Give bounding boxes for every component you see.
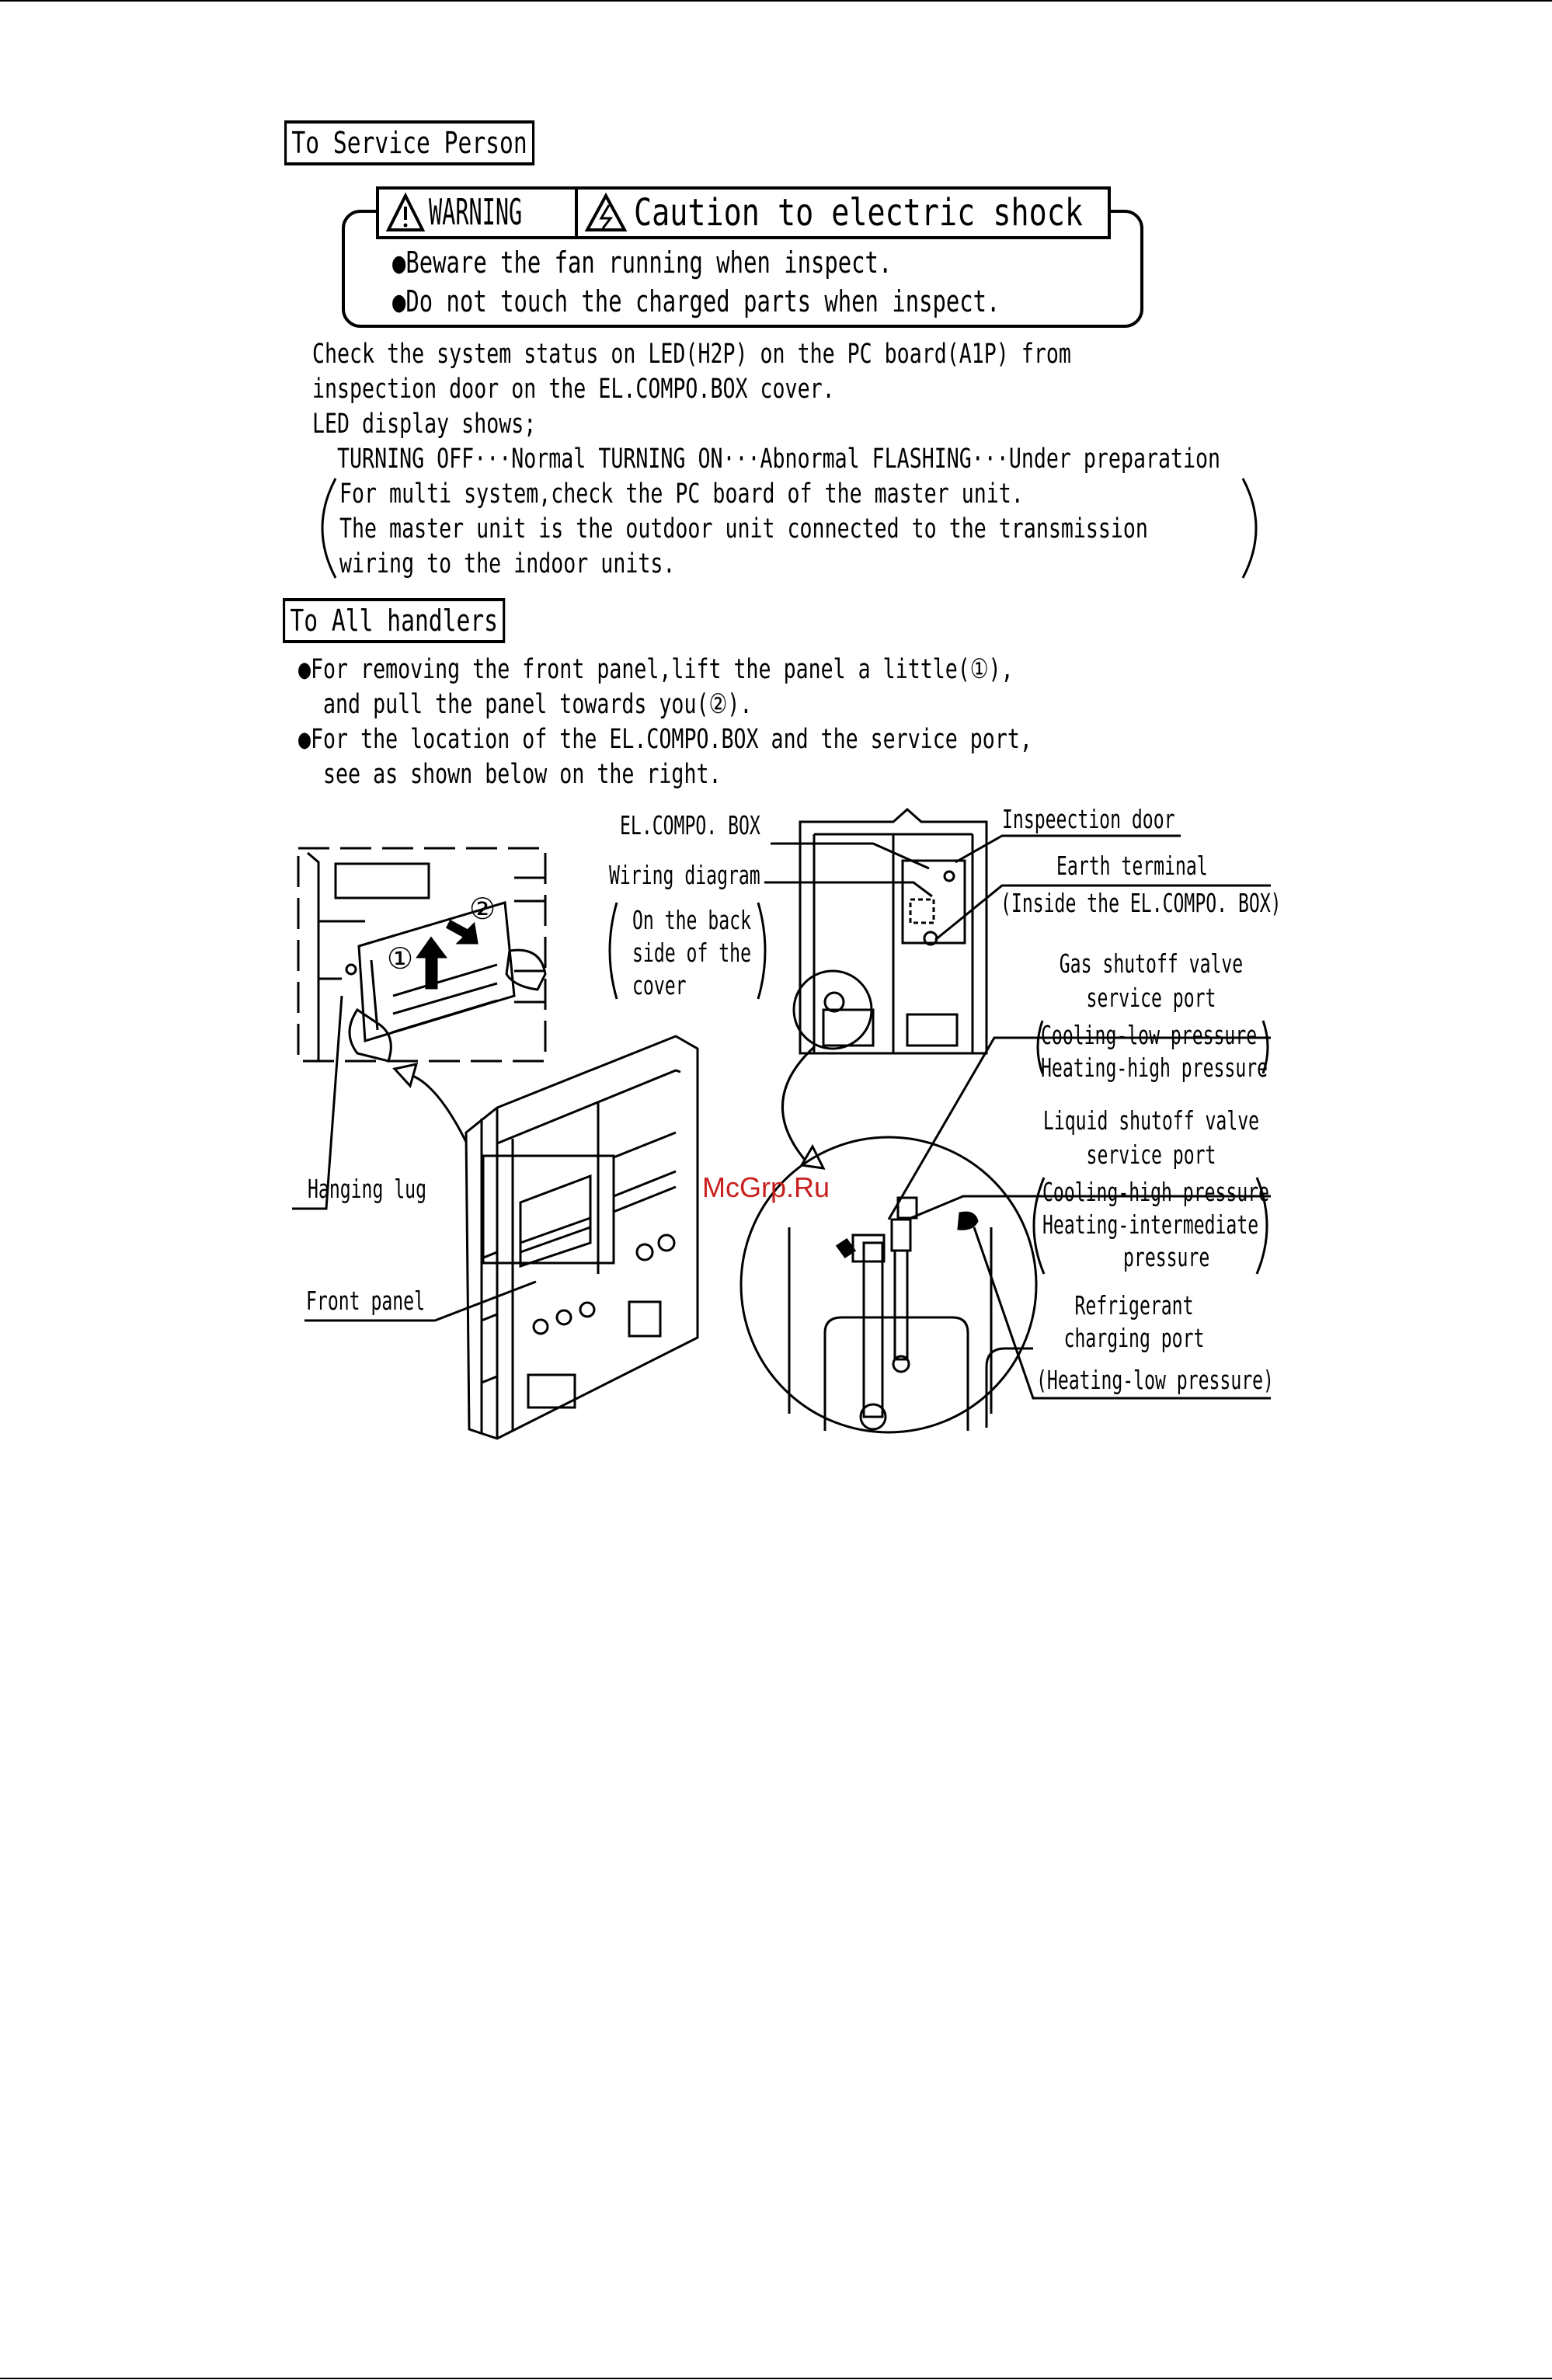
check-line: LED display shows; <box>312 409 537 440</box>
handler-line: ●For the location of the EL.COMPO.BOX and the service port, <box>298 724 1032 755</box>
handler-line: see as shown below on the right. <box>298 759 722 790</box>
check-line: inspection door on the EL.COMPO.BOX cover. <box>312 374 835 405</box>
liquid-pressure-note: Cooling-high pressure <box>1042 1177 1270 1207</box>
watermark: McGrp.Ru <box>702 1171 830 1203</box>
liquid-valve-label: Liquid shutoff valve <box>1042 1105 1260 1136</box>
multi-system-line: The master unit is the outdoor unit connected to the transmission <box>339 513 1148 545</box>
gas-valve-label: service port <box>1086 983 1216 1013</box>
liquid-pressure-note: pressure <box>1123 1242 1210 1272</box>
all-handlers-heading: To All handlers <box>283 598 505 643</box>
el-compo-box-label: EL.COMPO. BOX <box>620 810 760 840</box>
warning-item: ●Beware the fan running when inspect. <box>392 245 893 280</box>
earth-terminal-note: (Inside the EL.COMPO. BOX) <box>1000 888 1282 918</box>
refrigerant-pressure-note: (Heating-low pressure) <box>1036 1365 1274 1395</box>
caution-label: Caution to electric shock <box>634 191 1083 235</box>
refrigerant-port-label: charging port <box>1063 1323 1205 1353</box>
service-person-heading: To Service Person <box>284 120 534 165</box>
inspection-door-label: Inspeection door <box>1002 804 1175 834</box>
unit-front-view <box>800 809 987 1053</box>
wiring-note-line: cover <box>632 970 687 1000</box>
gas-pressure-note: Cooling-low pressure <box>1041 1020 1258 1050</box>
wiring-diagram-label: Wiring diagram <box>609 860 760 890</box>
step-2-marker: ② <box>469 892 496 926</box>
earth-terminal-label: Earth terminal <box>1056 851 1208 881</box>
liquid-pressure-note: Heating-intermediate <box>1042 1209 1259 1240</box>
hanging-lug-label: Hanging lug <box>308 1174 426 1204</box>
check-line: Check the system status on LED(H2P) on the PC board(A1P) from <box>312 339 1071 370</box>
gas-valve-label: Gas shutoff valve <box>1059 948 1244 979</box>
panel-removal-detail <box>298 848 545 1061</box>
warning-label: WARNING <box>429 191 523 233</box>
led-status-line: TURNING OFF···Normal TURNING ON···Abnormal FLASHING···Under preparation <box>312 444 1221 475</box>
liquid-valve-label: service port <box>1086 1140 1216 1170</box>
handler-line: and pull the panel towards you(②). <box>298 689 753 720</box>
wiring-note-line: On the back <box>632 905 751 935</box>
warning-item: ●Do not touch the charged parts when inspect. <box>392 284 1000 318</box>
handler-line: ●For removing the front panel,lift the panel a little(①), <box>298 654 1014 685</box>
multi-system-line: wiring to the indoor units. <box>339 548 676 579</box>
wiring-note-line: side of the <box>632 938 751 968</box>
front-panel-label: Front panel <box>306 1286 425 1316</box>
multi-system-line: For multi system,check the PC board of the master unit. <box>339 478 1024 510</box>
gas-pressure-note: Heating-high pressure <box>1041 1053 1268 1083</box>
step-1-marker: ① <box>387 941 414 976</box>
outdoor-unit <box>466 1036 698 1439</box>
refrigerant-port-label: Refrigerant <box>1074 1290 1194 1320</box>
